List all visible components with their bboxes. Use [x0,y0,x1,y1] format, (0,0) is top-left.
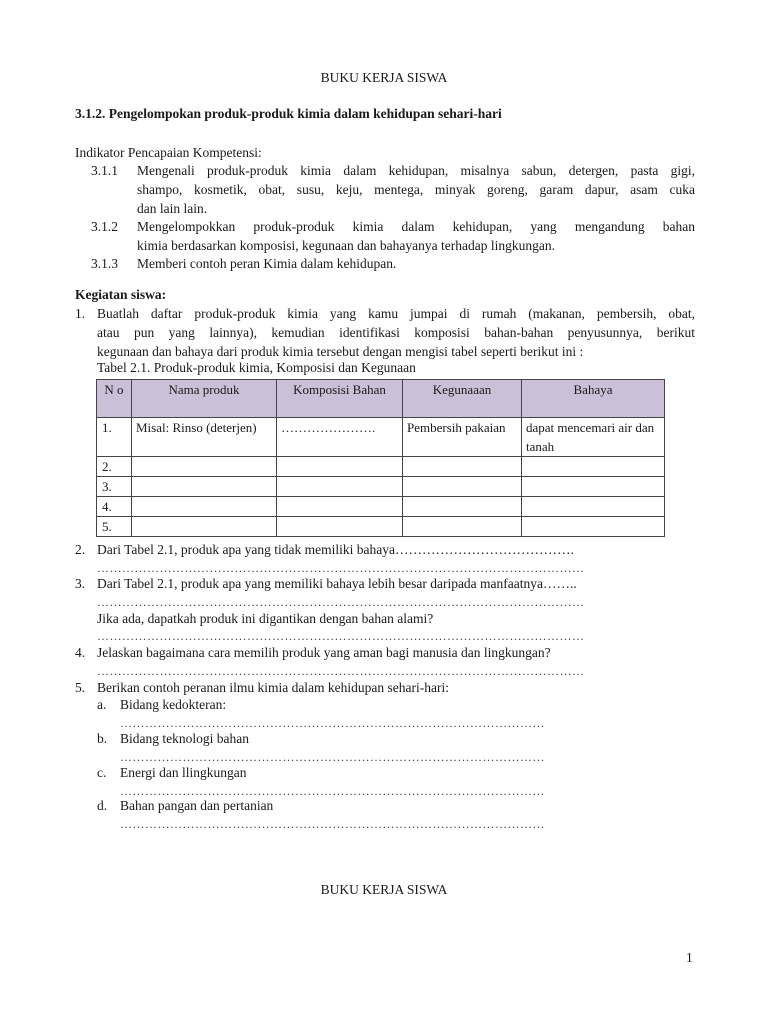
cell-composition[interactable] [277,477,403,497]
cell-danger[interactable] [522,457,665,477]
page-number: 1 [686,950,693,965]
table-row [97,477,665,497]
page-header: BUKU KERJA SISWA [320,70,448,85]
indicator-title: Indikator Pencapaian Kompetensi: [75,145,262,160]
activity-title: Kegiatan siswa: [75,287,167,302]
q5-item-text: Bahan pangan dan pertanian [120,798,274,813]
cell-name: Misal: Rinso (deterjen) [132,418,277,457]
indicator-num-3: 3.1.3 [91,256,118,271]
q3-number: 3. [75,576,86,591]
table-row [97,457,665,477]
section-title: 3.1.2. Pengelompokan produk-produk kimia dalam kehidupan sehari-hari [75,106,502,121]
answer-line[interactable]: ……………………………………………………………………………………………………… [97,664,585,678]
q5-item-text: Bidang teknologi bahan [120,731,249,746]
cell-use[interactable] [403,517,522,537]
q5-letter: b. [97,731,108,746]
cell-composition[interactable] [277,497,403,517]
indicator-num-1: 3.1.1 [91,163,118,178]
cell-use: Pembersih pakaian [403,418,522,457]
cell-use[interactable] [403,457,522,477]
q2-text: Dari Tabel 2.1, produk apa yang tidak memiliki bahaya…………………………………. [97,542,574,557]
header-composition: Komposisi Bahan [277,380,403,418]
q4-text: Jelaskan bagaimana cara memilih produk yang aman bagi manusia dan lingkungan? [97,645,551,660]
header-no: N o [97,380,132,418]
q1-line: atau pun yang lainnya), kemudian identifikasi komposisi bahan-bahan penyusunnya, berikut [97,325,695,340]
table-row [97,497,665,517]
indicator-line: dan lain lain. [137,201,208,216]
q5-item-text: Bidang kedokteran: [120,697,227,712]
q1-number: 1. [75,306,86,321]
page-header-repeat: BUKU KERJA SISWA [320,882,448,897]
indicator-line: Mengelompokkan produk-produk kimia dalam kehidupan, yang mengandung bahan [137,219,695,234]
cell-composition: …………………. [277,418,403,457]
indicator-line: Memberi contoh peran Kimia dalam kehidupan. [137,256,397,271]
header-danger: Bahaya [522,380,665,418]
q5-number: 5. [75,680,86,695]
answer-line[interactable]: ………………………………………………………………………………………… [120,750,545,764]
q5-item-text: Energi dan llingkungan [120,765,247,780]
q3b-text: Jika ada, dapatkah produk ini digantikan dengan bahan alami? [97,611,434,626]
q3-text: Dari Tabel 2.1, produk apa yang memiliki bahaya lebih besar daripada manfaatnya…….. [97,576,577,591]
table-header-row [97,380,665,418]
cell-name[interactable] [132,497,277,517]
table-row [97,517,665,537]
q2-number: 2. [75,542,86,557]
cell-danger[interactable] [522,497,665,517]
answer-line[interactable]: ………………………………………………………………………………………… [120,817,545,831]
q1-line: kegunaan dan bahaya dari produk kimia tersebut dengan mengisi tabel seperti berikut ini : [97,344,584,359]
answer-line[interactable]: ………………………………………………………………………………………… [120,716,545,730]
answer-line[interactable]: ……………………………………………………………………………………………………… [97,595,585,609]
answer-line[interactable]: ……………………………………………………………………………………………………… [97,629,585,643]
cell-name[interactable] [132,477,277,497]
cell-composition[interactable] [277,517,403,537]
q4-number: 4. [75,645,86,660]
indicator-line: kimia berdasarkan komposisi, kegunaan dan bahayanya terhadap lingkungan. [137,238,555,253]
answer-line[interactable]: ……………………………………………………………………………………………………… [97,561,585,575]
header-name: Nama produk [132,380,277,418]
cell-composition[interactable] [277,457,403,477]
header-use: Kegunaaan [403,380,522,418]
q5-letter: a. [97,697,107,712]
q5-letter: c. [97,765,107,780]
cell-no: 4. [97,497,132,517]
cell-use[interactable] [403,497,522,517]
cell-no: 5. [97,517,132,537]
cell-danger[interactable] [522,517,665,537]
table-row [97,418,665,457]
cell-name[interactable] [132,457,277,477]
cell-no: 3. [97,477,132,497]
cell-no: 1. [97,418,132,457]
cell-danger[interactable] [522,477,665,497]
cell-no: 2. [97,457,132,477]
q1-line: Buatlah daftar produk-produk kimia yang kamu jumpai di rumah (makanan, pembersih, obat, [97,306,695,321]
product-table [96,379,665,537]
table-caption: Tabel 2.1. Produk-produk kimia, Komposisi dan Kegunaan [97,360,416,375]
cell-danger: dapat mencemari air dan tanah [522,418,665,457]
indicator-line: shampo, kosmetik, obat, susu, keju, mentega, minyak goreng, garam dapur, asam cuka [137,182,695,197]
indicator-num-2: 3.1.2 [91,219,118,234]
q5-text: Berikan contoh peranan ilmu kimia dalam kehidupan sehari-hari: [97,680,450,695]
answer-line[interactable]: ………………………………………………………………………………………… [120,784,545,798]
indicator-line: Mengenali produk-produk kimia dalam kehidupan, misalnya sabun, detergen, pasta gigi, [137,163,695,178]
cell-use[interactable] [403,477,522,497]
cell-name[interactable] [132,517,277,537]
q5-letter: d. [97,798,108,813]
